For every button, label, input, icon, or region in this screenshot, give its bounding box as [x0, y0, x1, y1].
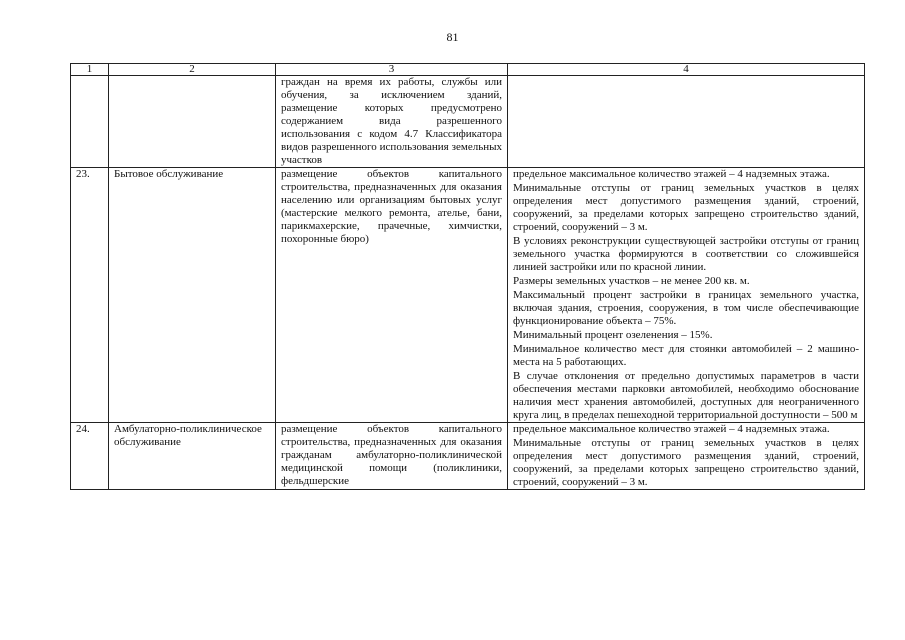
- parameter-paragraph: Минимальное количество мест для стоянки автомобилей – 2 машино-места на 5 работающих.: [513, 343, 859, 368]
- column-header: 4: [508, 64, 865, 76]
- table-row: [71, 76, 865, 168]
- table-row: [71, 423, 865, 490]
- parameter-paragraph: Размеры земельных участков – не менее 200 кв. м.: [513, 275, 750, 287]
- use-type-parameters: [508, 76, 865, 168]
- parameter-paragraph: Максимальный процент застройки в границах земельного участка, включая здания, строения, сооружения, в том числе обеспечивающие функционирование объекта – 75%.: [513, 289, 859, 327]
- use-type-description: размещение объектов капитального строительства, предназначенных для оказания населению или организациям бытовых услуг (мастерские мелкого ремонта, ателье, бани, парикмахерские, прачечные, химчистки, похоронные бюро): [276, 168, 508, 423]
- use-type-name: [109, 76, 276, 168]
- column-header: 1: [71, 64, 109, 76]
- use-type-parameters: [508, 168, 865, 423]
- use-type-parameters: [508, 423, 865, 490]
- use-type-description: размещение объектов капитального строительства, предназначенных для оказания гражданам амбулаторно-поликлинической медицинской помощи (поликлиники, фельдшерские: [276, 423, 508, 490]
- column-header: 3: [276, 64, 508, 76]
- regulations-table: [70, 63, 865, 490]
- row-number: 23.: [71, 168, 109, 423]
- use-type-name: Бытовое обслуживание: [109, 168, 276, 423]
- parameter-paragraph: Минимальные отступы от границ земельных участков в целях определения мест допустимого размещения зданий, строений, сооружений, за пределами которых запрещено строительство зданий, строений, сооружений – 3 м.: [513, 182, 859, 233]
- table-row: [71, 168, 865, 423]
- use-type-name: Амбулаторно-поликлиническое обслуживание: [109, 423, 276, 490]
- parameter-paragraph: предельное максимальное количество этажей – 4 надземных этажа.: [513, 168, 830, 180]
- parameter-paragraph: В условиях реконструкции существующей застройки отступы от границ земельного участка формируются в соответствии со сложившейся линией застройки или по красной линии.: [513, 235, 859, 273]
- column-header: 2: [109, 64, 276, 76]
- parameter-paragraph: Минимальный процент озеленения – 15%.: [513, 329, 713, 341]
- table-header-row: [71, 64, 865, 76]
- use-type-description: граждан на время их работы, службы или обучения, за исключением зданий, размещение которых предусмотрено содержанием вида разрешенного использования с кодом 4.7 Классификатора видов разрешенного использования земельных участков: [276, 76, 508, 168]
- parameter-paragraph: предельное максимальное количество этажей – 4 надземных этажа.: [513, 423, 830, 435]
- row-number: 24.: [71, 423, 109, 490]
- page-number: 81: [446, 30, 459, 44]
- parameter-paragraph: В случае отклонения от предельно допустимых параметров в части обеспечения местами парковки автомобилей, необходимо обоснование наличия мест хранения автомобилей, доступных для неограниченного круга лиц, в пределах пешеходной территориальной доступности – 500 м: [513, 370, 859, 421]
- row-number: [71, 76, 109, 168]
- parameter-paragraph: Минимальные отступы от границ земельных участков в целях определения мест допустимого размещения зданий, строений, сооружений, за пределами которых запрещено строительство зданий, строений, сооружений – 3 м.: [513, 437, 859, 488]
